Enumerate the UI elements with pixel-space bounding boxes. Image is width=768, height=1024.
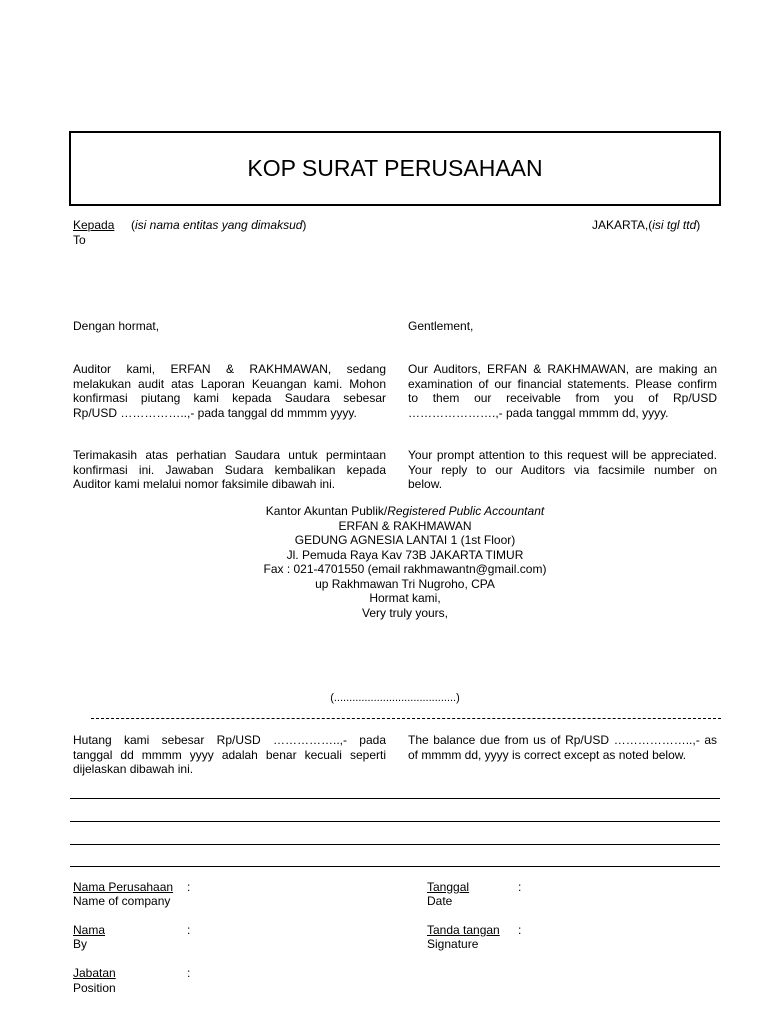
letterhead-title: KOP SURAT PERUSAHAAN [247,155,543,181]
auditor-firm-name: ERFAN & RAKHMAWAN [338,518,472,533]
auditor-building: GEDUNG AGNESIA LANTAI 1 (1st Floor) [294,533,516,547]
kepada-label: Kepada [73,218,115,232]
auditor-attention: up Rakhmawan Tri Nugroho, CPA [315,576,495,591]
auditor-address-block [200,504,610,620]
request-paragraph-en: Our Auditors, ERFAN & RAKHMAWAN, are making an examination of our financial statements. Please confirm to them our receivable from you of Rp/USD ………………….,- pada tanggal mmmm dd, yyyy. [408,362,717,420]
company-name-colon: : [187,880,191,894]
salutation-id: Dengan hormat, [73,319,160,333]
name-label-id: Nama [73,923,106,937]
remarks-line-1[interactable] [70,798,720,799]
reply-paragraph-id: Hutang kami sebesar Rp/USD ……………..,- pada tanggal dd mmmm yyyy adalah benar kecuali seperti dijelaskan dibawah ini. [73,733,386,776]
date-colon: : [518,880,522,894]
position-colon: : [187,966,191,980]
auditor-firm-type: Kantor Akuntan Publik/Registered Public Accountant [265,504,545,518]
remarks-line-3[interactable] [70,844,720,845]
signature-placeholder: (........................................) [330,692,460,704]
salutation-en: Gentlement, [408,319,474,333]
signature-label-id: Tanda tangan [427,923,500,937]
recipient-placeholder: (isi nama entitas yang dimaksud) [131,218,307,232]
thanks-paragraph-en: Your prompt attention to this request will be appreciated. Your reply to our Auditors via facsimile number on below. [408,448,717,491]
name-colon: : [187,923,191,937]
auditor-fax: Fax : 021-4701550 (email rakhmawantn@gmail.com) [263,562,547,576]
remarks-line-4[interactable] [70,866,720,867]
request-paragraph-id: Auditor kami, ERFAN & RAKHMAWAN, sedang melakukan audit atas Laporan Keuangan kami. Mohon konfirmasi piutang kami kepada Saudara sebesar Rp/USD ……………..,- pada tanggal dd mmmm yyyy. [73,362,386,420]
reply-paragraph-en: The balance due from us of Rp/USD ………………..,- as of mmmm dd, yyyy is correct except as noted below. [408,733,717,762]
closing-id: Hormat kami, [369,591,441,605]
closing-en: Very truly yours, [361,605,449,620]
signature-label-en: Signature [427,937,479,951]
company-name-label-en: Name of company [73,894,171,908]
remarks-line-2[interactable] [70,821,720,822]
date-label-id: Tanggal [427,880,470,894]
to-label: To [73,233,86,247]
date-label-en: Date [427,894,453,908]
city-date: JAKARTA,(isi tgl ttd) [592,218,701,232]
signature-colon: : [518,923,522,937]
letterhead-box [69,131,721,206]
company-name-label-id: Nama Perusahaan [73,880,174,894]
thanks-paragraph-id: Terimakasih atas perhatian Saudara untuk permintaan konfirmasi ini. Jawaban Sudara kembalikan kepada Auditor kami melalui nomor faksimile dibawah ini. [73,448,386,491]
position-label-id: Jabatan [73,966,116,980]
position-label-en: Position [73,981,116,995]
cut-line [91,718,721,719]
name-label-en: By [73,937,88,951]
auditor-street: Jl. Pemuda Raya Kav 73B JAKARTA TIMUR [286,547,524,562]
